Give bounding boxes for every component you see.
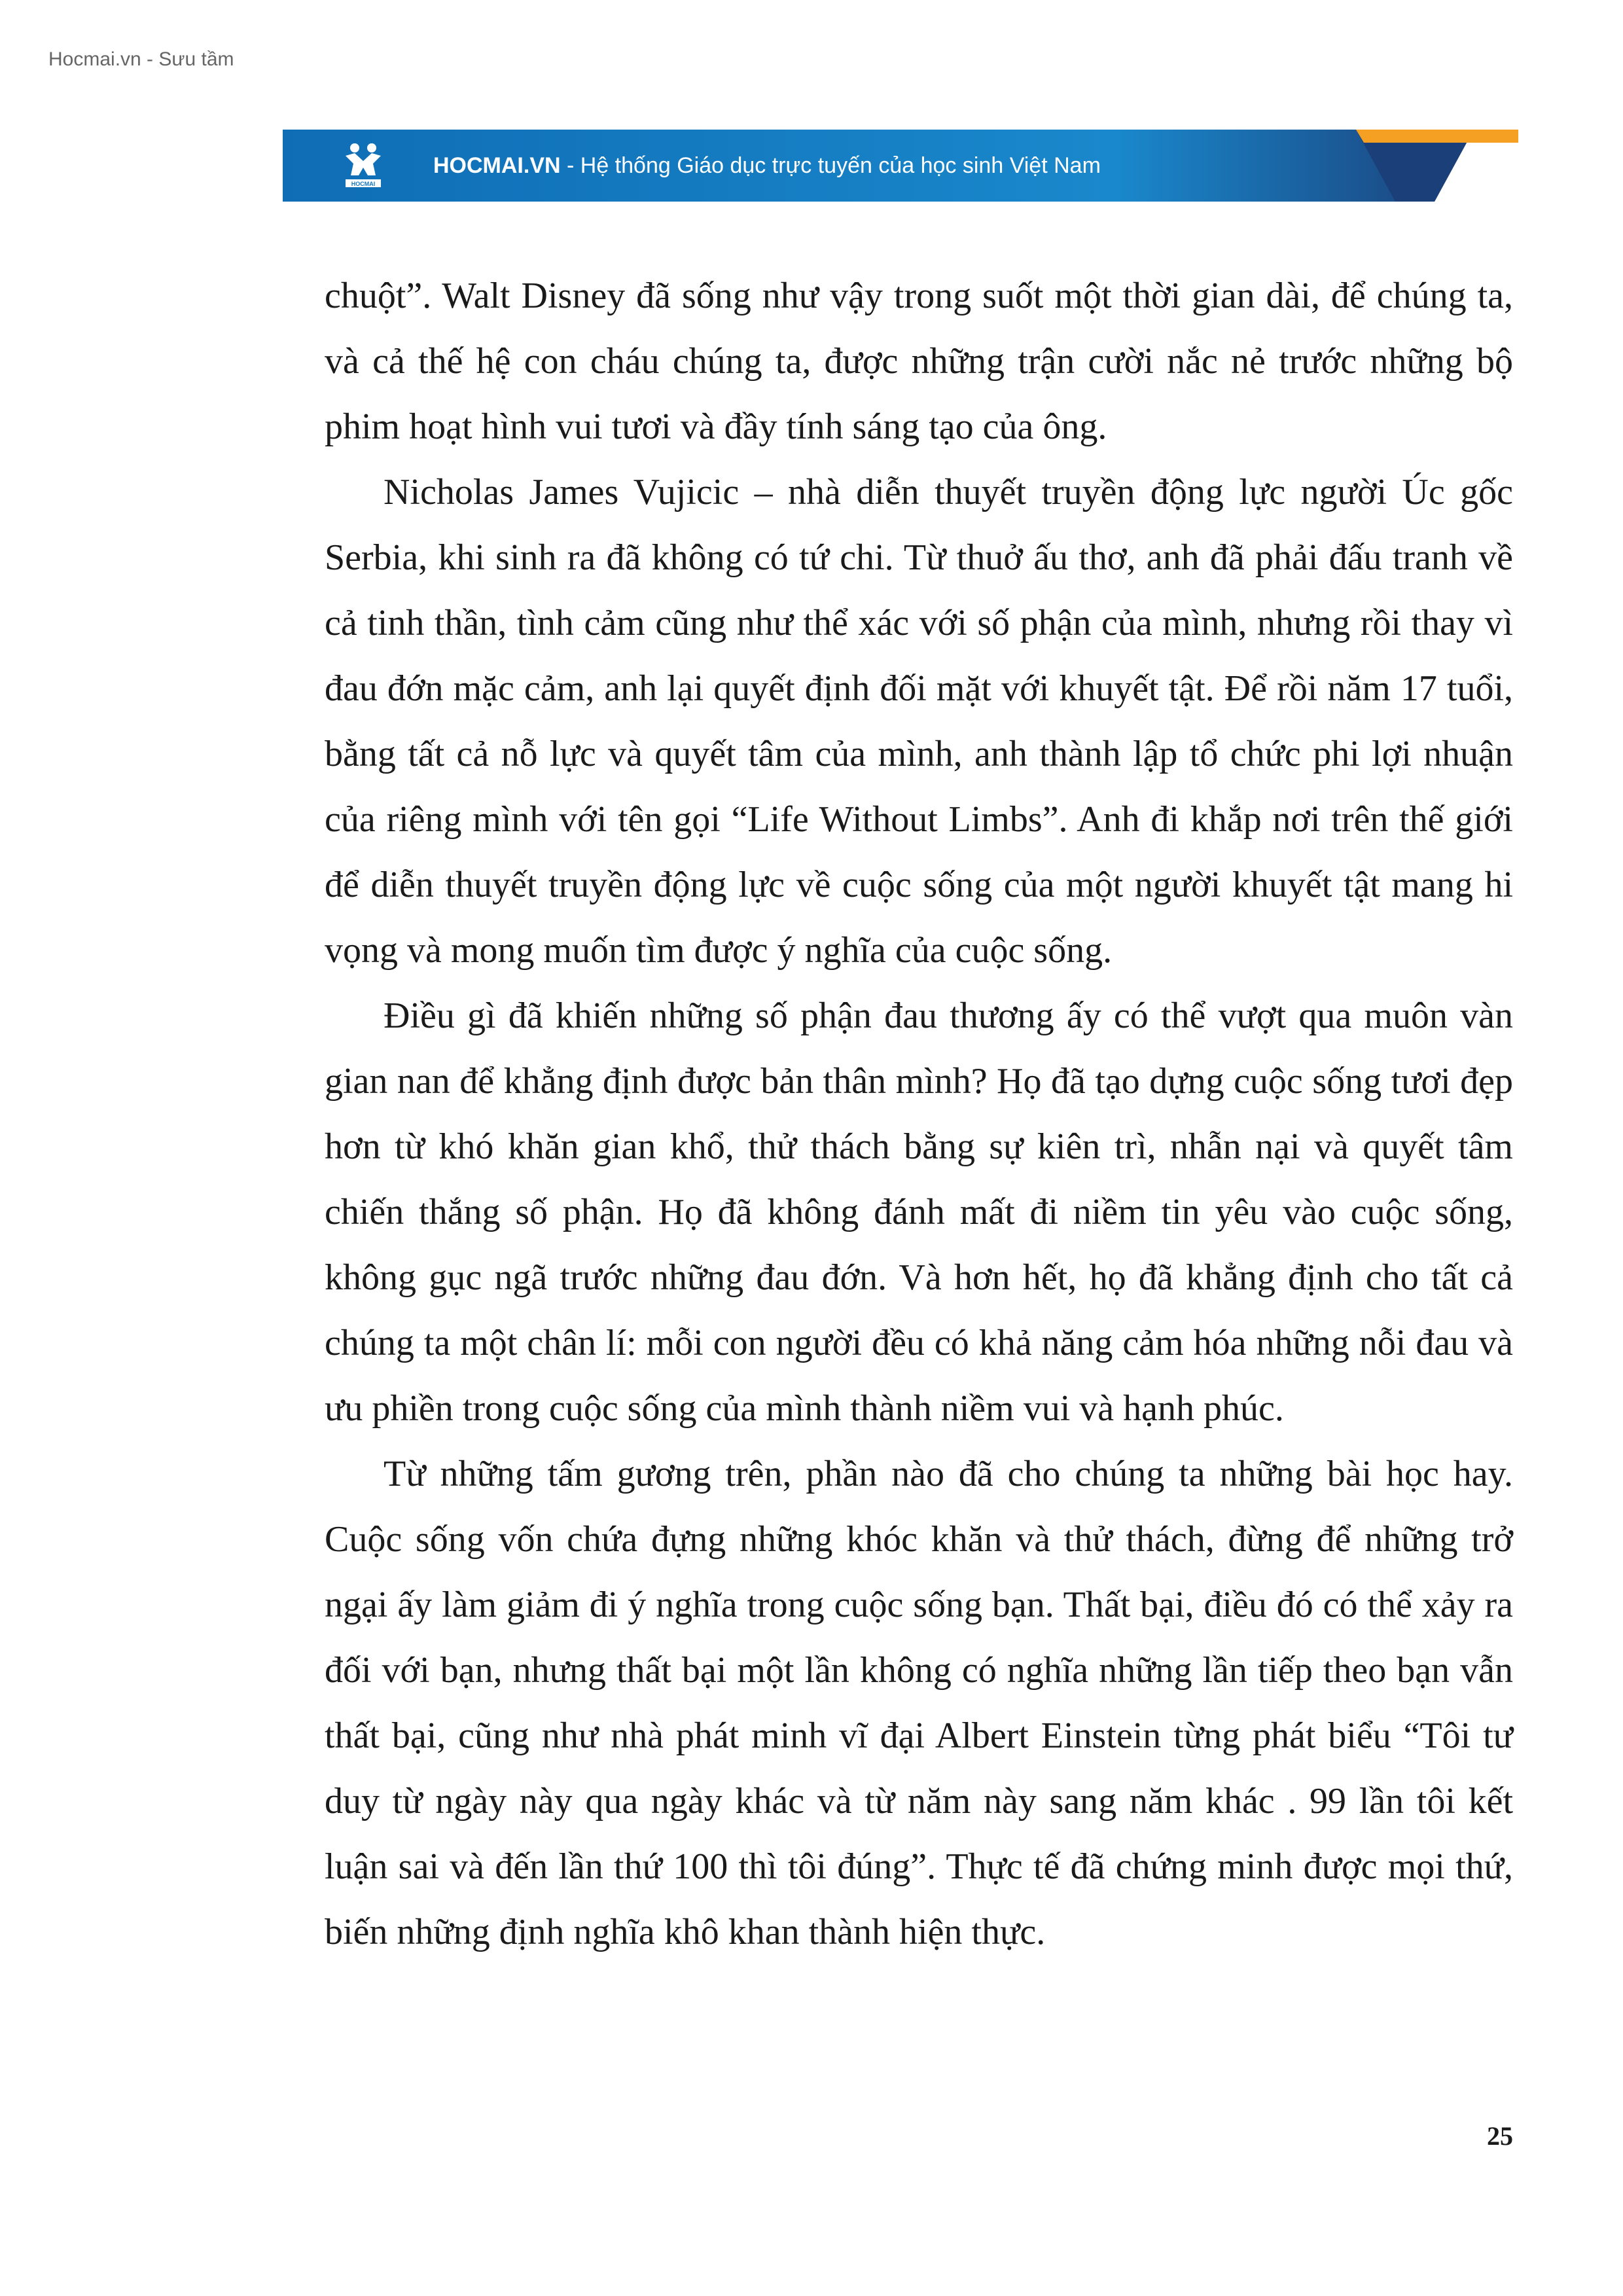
source-label: Hocmai.vn - Sưu tầm	[48, 48, 234, 70]
paragraph: Điều gì đã khiến những số phận đau thương ấy có thể vượt qua muôn vàn gian nan để khẳng định được bản thân mình? Họ đã tạo dựng cuộc sống tươi đẹp hơn từ khó khăn gian khổ, thử thách bằng sự kiên trì, nhẫn nại và quyết tâm chiến thắng số phận. Họ đã không đánh mất đi niềm tin yêu vào cuộc sống, không gục ngã trước những đau đớn. Và hơn hết, họ đã khẳng định cho tất cả chúng ta một chân lí: mỗi con người đều có khả năng cảm hóa những nỗi đau và ưu phiền trong cuộc sống của mình thành niềm vui và hạnh phúc.	[325, 996, 1513, 1429]
article-body	[325, 263, 1513, 1965]
banner-brand: HOCMAI.VN	[433, 153, 561, 178]
paragraph: chuột”. Walt Disney đã sống như vậy trong suốt một thời gian dài, để chúng ta, và cả thế hệ con cháu chúng ta, được những trận cười nắc nẻ trước những bộ phim hoạt hình vui tươi và đầy tính sáng tạo của ông.	[325, 276, 1513, 447]
hocmai-logo-icon	[340, 141, 386, 190]
svg-text:HOCMAI: HOCMAI	[351, 181, 376, 187]
page-number: 25	[1487, 2121, 1513, 2151]
header-banner	[283, 130, 1518, 202]
banner-tagline: - Hệ thống Giáo dục trực tuyến của học sinh Việt Nam	[560, 153, 1101, 178]
paragraph: Từ những tấm gương trên, phần nào đã cho chúng ta những bài học hay. Cuộc sống vốn chứa đựng những khóc khăn và thử thách, đừng để những trở ngại ấy làm giảm đi ý nghĩa trong cuộc sống bạn. Thất bại, điều đó có thể xảy ra đối với bạn, nhưng thất bại một lần không có nghĩa những lần tiếp theo bạn vẫn thất bại, cũng như nhà phát minh vĩ đại Albert Einstein từng phát biểu “Tôi tư duy từ ngày này qua ngày khác và từ năm này sang năm khác . 99 lần tôi kết luận sai và đến lần thứ 100 thì tôi đúng”. Thực tế đã chứng minh được mọi thứ, biến những định nghĩa khô khan thành hiện thực.	[325, 1454, 1513, 1952]
paragraph: Nicholas James Vujicic – nhà diễn thuyết truyền động lực người Úc gốc Serbia, khi sinh ra đã không có tứ chi. Từ thuở ấu thơ, anh đã phải đấu tranh về cả tinh thần, tình cảm cũng như thể xác với số phận của mình, nhưng rồi thay vì đau đớn mặc cảm, anh lại quyết định đối mặt với khuyết tật. Để rồi năm 17 tuổi, bằng tất cả nỗ lực và quyết tâm của mình, anh thành lập tổ chức phi lợi nhuận của riêng mình với tên gọi “Life Without Limbs”. Anh đi khắp nơi trên thế giới để diễn thuyết truyền động lực về cuộc sống của một người khuyết tật mang hi vọng và mong muốn tìm được ý nghĩa của cuộc sống.	[325, 472, 1513, 971]
banner-title	[433, 130, 1101, 202]
